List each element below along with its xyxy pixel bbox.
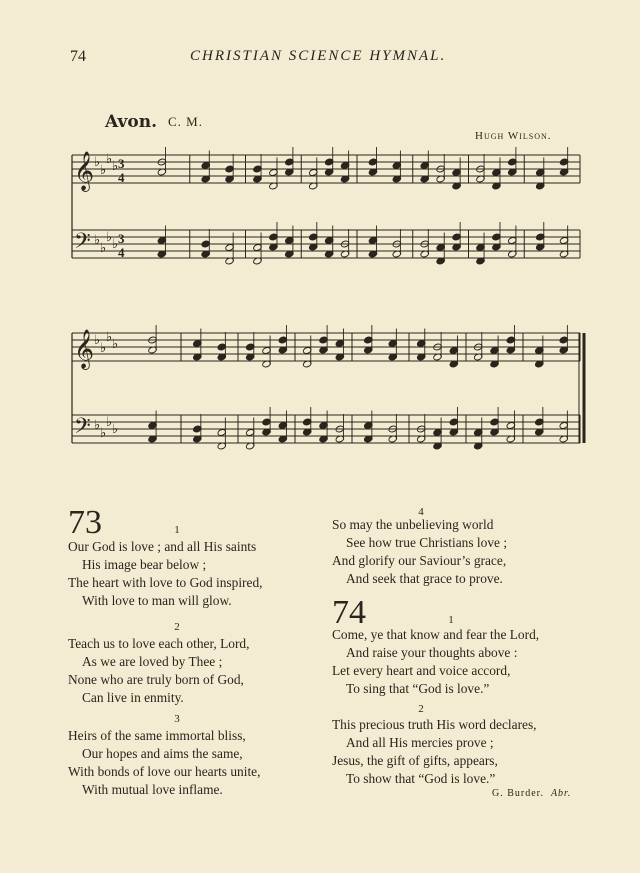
- verse-line: To show that “God is love.”: [346, 771, 496, 786]
- verse-line: And glorify our Saviour’s grace,: [332, 553, 507, 568]
- time-signature: 3: [118, 231, 125, 246]
- page-number: 74: [70, 48, 86, 65]
- flat-icon: ♭: [100, 162, 107, 177]
- verse-line: None who are truly born of God,: [68, 672, 244, 687]
- verse-line: And all His mercies prove ;: [346, 735, 494, 750]
- hymn-number-73: 73: [68, 504, 102, 541]
- flat-icon: ♭: [112, 158, 119, 173]
- verse-line: With mutual love inflame.: [82, 782, 223, 797]
- flat-icon: ♭: [112, 236, 119, 251]
- verse-line: As we are loved by Thee ;: [82, 654, 223, 669]
- verse-line: His image bear below ;: [82, 557, 207, 572]
- flat-icon: ♭: [106, 414, 113, 429]
- stanza-number: 3: [174, 713, 180, 725]
- stanza: [332, 626, 539, 698]
- verse-line: This precious truth His word declares,: [332, 717, 537, 732]
- tune-composer: Hugh Wilson.: [475, 130, 552, 142]
- flat-icon: ♭: [100, 340, 107, 355]
- stanza: [68, 538, 263, 610]
- flat-icon: ♭: [100, 425, 107, 440]
- verse-line: Let every heart and voice accord,: [332, 663, 511, 678]
- flat-icon: ♭: [112, 336, 119, 351]
- verse-line: See how true Christians love ;: [346, 535, 508, 550]
- treble-clef-icon: 𝄞: [74, 151, 95, 191]
- stanza-number: 2: [418, 703, 424, 715]
- verse-line: Heirs of the same immortal bliss,: [68, 728, 246, 743]
- verse-line: Our God is love ; and all His saints: [68, 539, 257, 554]
- stanza: [68, 727, 260, 799]
- flat-icon: ♭: [94, 417, 101, 432]
- verse-line: And seek that grace to prove.: [346, 571, 503, 586]
- attribution: [492, 788, 571, 799]
- hymn-number-74: 74: [332, 594, 366, 631]
- flat-icon: ♭: [94, 232, 101, 247]
- verse-line: Can live in enmity.: [82, 690, 184, 705]
- stanza-number: 1: [174, 524, 180, 536]
- flat-icon: ♭: [94, 332, 101, 347]
- verse-line: With bonds of love our hearts unite,: [68, 764, 261, 779]
- verse-line: To sing that “God is love.”: [346, 681, 490, 696]
- verse-line: Our hopes and aims the same,: [82, 746, 243, 761]
- verse-line: With love to man will glow.: [82, 593, 232, 608]
- stanza-number: 4: [418, 506, 424, 518]
- flat-icon: ♭: [106, 229, 113, 244]
- time-signature: 4: [118, 245, 125, 260]
- verse-line: Come, ye that know and fear the Lord,: [332, 627, 540, 642]
- running-title: CHRISTIAN SCIENCE HYMNAL.: [190, 48, 447, 64]
- time-signature: 4: [118, 170, 125, 185]
- flat-icon: ♭: [106, 151, 113, 166]
- attribution-author: G. Burder.: [492, 788, 544, 799]
- tune-name: Avon.: [105, 112, 157, 132]
- tune-meter: C. M.: [168, 114, 203, 129]
- stanza-number: 2: [174, 621, 180, 633]
- flat-icon: ♭: [100, 240, 107, 255]
- flat-icon: ♭: [112, 421, 119, 436]
- flat-icon: ♭: [94, 154, 101, 169]
- verse-line: And raise your thoughts above :: [346, 645, 518, 660]
- stanza: [68, 635, 249, 707]
- stanza-number: 1: [448, 614, 454, 626]
- verse-line: Teach us to love each other, Lord,: [68, 636, 250, 651]
- stanza: [332, 716, 537, 788]
- attribution-note: Abr.: [550, 788, 572, 799]
- time-signature: 3: [118, 156, 125, 171]
- treble-clef-icon: 𝄞: [74, 329, 95, 369]
- stanza: [332, 516, 507, 588]
- verse-line: Jesus, the gift of gifts, appears,: [332, 753, 498, 768]
- bass-clef-icon: 𝄢: [74, 414, 91, 444]
- flat-icon: ♭: [106, 329, 113, 344]
- verse-line: So may the unbelieving world: [332, 517, 494, 532]
- verse-line: The heart with love to God inspired,: [68, 575, 263, 590]
- bass-clef-icon: 𝄢: [74, 229, 91, 259]
